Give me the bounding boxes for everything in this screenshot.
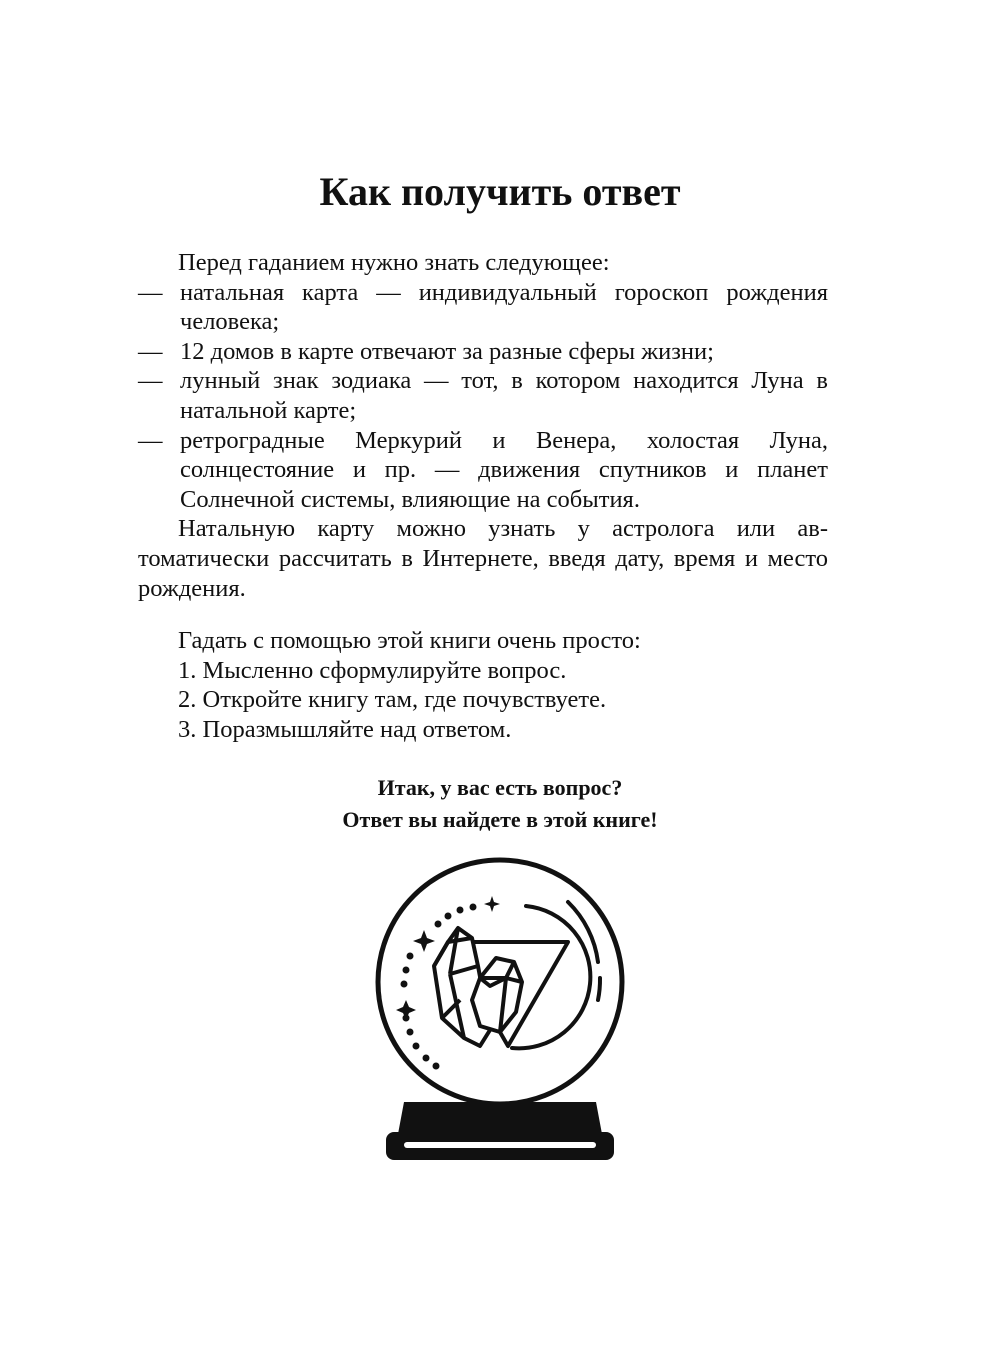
dash-marker: — [138,426,163,454]
list-item [138,426,828,515]
page-title: Как получить ответ [319,169,681,214]
list-item-text: 12 домов в карте отвечают за разные сферы жизни; [180,337,714,365]
step-item: 2. Откройте книгу там, где почувствуете. [178,686,607,714]
moon-icon [512,906,590,1048]
crystal-ball-icon [330,850,670,1180]
closing-question: Итак, у вас есть вопрос? [377,775,623,800]
intro-section [138,248,828,603]
steps-section [138,626,828,744]
stand-icon [386,1102,614,1160]
closing-callout [0,772,1000,836]
list-item [138,337,828,367]
steps-lead: Гадать с помощью этой книги очень просто: [178,627,641,654]
list-item-text: натальная карта — индивидуальный гороскоп рождения человека; [180,278,828,336]
step-item: 1. Мысленно сформулируйте вопрос. [178,656,567,684]
list-item-text: ретроградные Меркурий и Венера, холостая Луна, солнцестояние и пр. — движения спутников и планет Солнечной системы, влияющие на события. [180,426,828,513]
dash-marker: — [138,337,163,365]
step-item: 3. Поразмышляйте над ответом. [178,715,512,743]
natal-chart-note: Натальную карту можно узнать у астролога или автоматически рассчитать в Интернете, введя дату, время и место рождения. [138,515,828,602]
dash-marker: — [138,278,163,306]
globe-highlight [598,978,600,1000]
dash-marker: — [138,367,163,395]
intro-lead: Перед гаданием нужно знать следующее: [178,249,610,276]
requirements-list [138,278,828,515]
list-item [138,278,828,337]
steps-list [138,656,828,745]
list-item [138,366,828,425]
closing-answer: Ответ вы найдете в этой книге! [342,807,658,832]
list-item-text: лунный знак зодиака — тот, в котором находится Луна в натальной карте; [180,367,828,424]
